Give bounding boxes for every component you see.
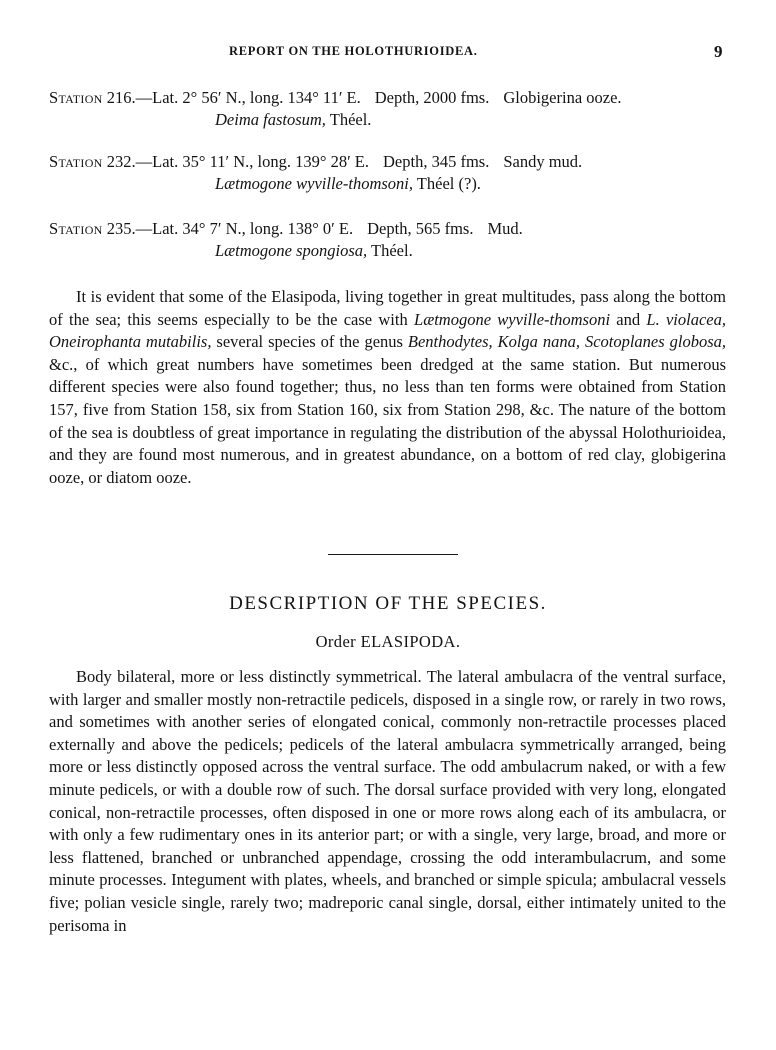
species-author: Théel.	[325, 110, 372, 129]
page-number: 9	[714, 42, 723, 61]
species-italic: L. violacea, Oneirophanta mutabilis,	[49, 309, 726, 352]
station-label: Station	[49, 219, 103, 238]
station-coords: 232.—Lat. 35° 11′ N., long. 139° 28′ E.	[102, 152, 370, 171]
station-bottom: Sandy mud.	[503, 152, 583, 171]
station-species	[49, 109, 739, 131]
station-line	[49, 151, 739, 173]
order-description-paragraph: Body bilateral, more or less distinctly symmetrical. The lateral ambulacra of the ventral surface, with larger and smaller mostly non-retractile pedicels, disposed in a single row, or rarely in two rows, and sometimes with another series of elongated conical, commonly non-retractile processes placed externally and above the pedicels; pedicels of the lateral ambulacra symmetrically arranged, being more or less distinctly opposed across the ventral surface. The odd ambulacrum naked, or with a few minute pedicels, or with a double row of such. The dorsal surface provided with very long, elongated conical, non-retractile processes, often disposed in one or more rows along each of its ambulacra, or with only a few rudimentary ones in its anterior part; or with a single, very large, broad, and more or less flattened, branched or unbranched appendage, crossing the odd interambulacrum, and some minute processes. Integument with plates, wheels, and branched or simple spicula; ambulacral vessels five; polian vesicle single, rarely two; madreporic canal single, dorsal, either intimately united to the perisoma in	[49, 667, 726, 935]
running-head: REPORT ON THE HOLOTHURIOIDEA.	[229, 44, 478, 58]
species-author: Théel (?).	[412, 174, 481, 193]
station-line	[49, 87, 739, 109]
paragraph-text: and	[610, 309, 647, 329]
order-heading: Order ELASIPODA.	[315, 632, 461, 651]
station-depth: Depth, 565 fms.	[367, 219, 474, 238]
species-name: Lætmogone wyville-thomsoni,	[215, 174, 413, 193]
station-coords: 216.—Lat. 2° 56′ N., long. 134° 11′ E.	[102, 88, 361, 107]
species-author: Théel.	[367, 241, 413, 260]
station-depth: Depth, 345 fms.	[383, 152, 490, 171]
station-species	[49, 173, 739, 195]
page-header	[0, 42, 776, 64]
paragraph-text: &c., of which great numbers have sometimes been dredged at the same station. But numerous different species were also found together; thus, no less than ten forms were obtained from Station 157, five from Station 158, six from Station 160, six from Station 298, &c. The nature of the bottom of the sea is doubtless of great importance in regulating the distribution of the abyssal Holothurioidea, and they are found most numerous, and in greatest abundance, on a bottom of red clay, globigerina ooze, or diatom ooze.	[49, 354, 726, 487]
station-bottom: Globigerina ooze.	[503, 88, 622, 107]
species-name: Lætmogone spongiosa,	[215, 241, 368, 260]
paragraph-text: several species of the genus	[211, 332, 408, 352]
station-entry-235	[49, 218, 739, 262]
station-label: Station	[49, 152, 103, 171]
species-name: Deima fastosum,	[215, 110, 326, 129]
species-italic: Benthodytes, Kolga nana, Scotoplanes globosa,	[407, 332, 727, 352]
section-heading: DESCRIPTION OF THE SPECIES.	[229, 593, 547, 614]
species-italic: Lætmogone wyville-thomsoni	[414, 309, 611, 329]
station-line	[49, 218, 739, 240]
station-entry-232	[49, 151, 739, 195]
station-depth: Depth, 2000 fms.	[374, 88, 490, 107]
station-species	[49, 240, 739, 262]
elasipoda-distribution-paragraph	[49, 286, 726, 489]
station-label: Station	[49, 88, 103, 107]
station-entry-216	[49, 87, 739, 131]
station-bottom: Mud.	[487, 219, 523, 238]
section-divider	[328, 554, 458, 555]
station-coords: 235.—Lat. 34° 7′ N., long. 138° 0′ E.	[102, 219, 354, 238]
paragraph-text: It is evident that some of the Elasipoda, living together in great multitudes, pass along the bottom of the sea; this seems especially to be the case with	[49, 287, 726, 329]
